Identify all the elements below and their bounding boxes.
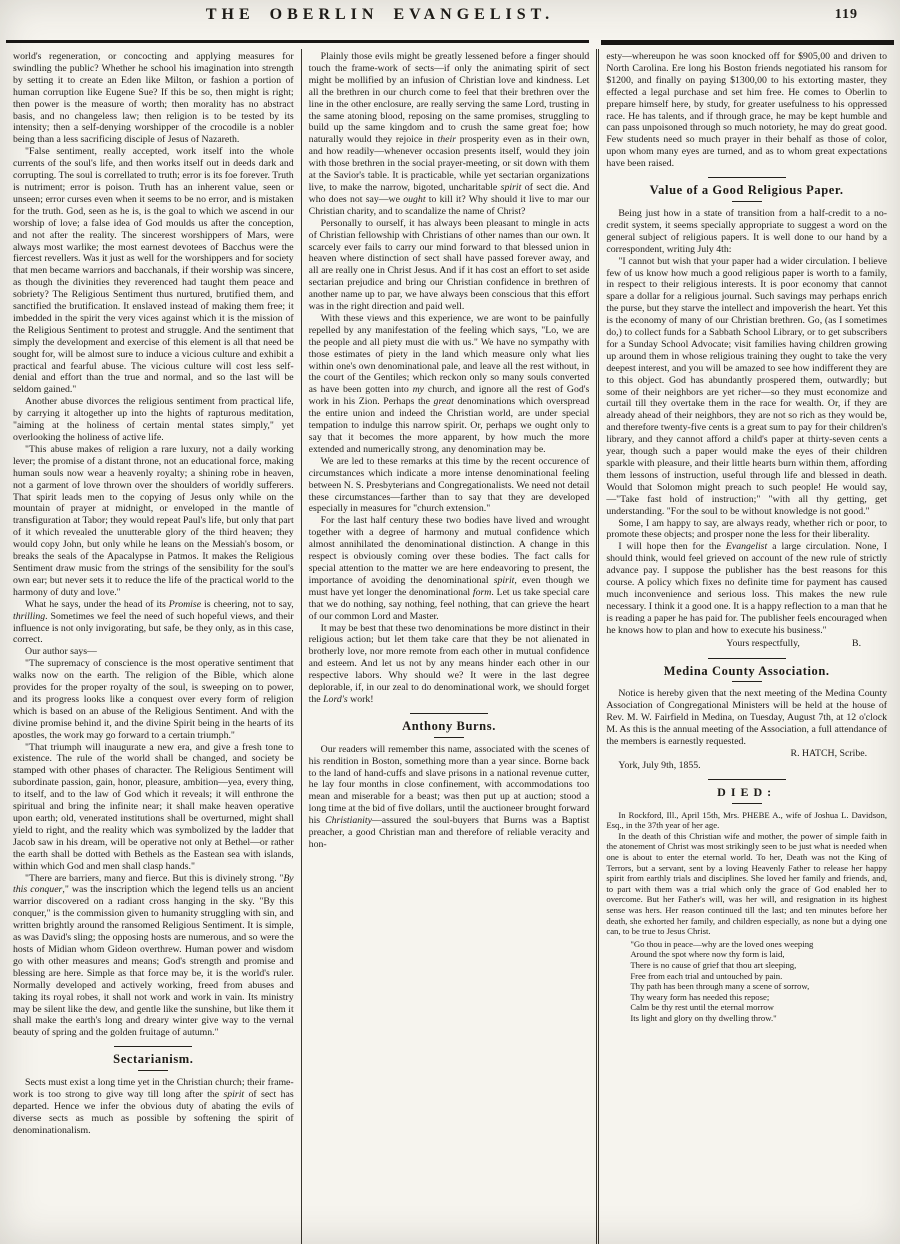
paragraph: "This abuse makes of religion a rare luxury, not a daily working lever; the promise of a distant throne, not an educational force, making human souls now wear a heavenly royalty; a shining robe in heaven, not a garment of love thrown over the shoulders of worldly sufferers. That spirit leads men to the copying of Jesus only while on the mountain of prayer at midnight, or enveloped in the mantle of transfiguration at Tabor; they would repeat Paul's life, but only that part of it which revealed the unutterable glory of the third heaven; they would copy John, but only while he leans on the Messiah's bosom, or breaks the seals of the Apacalypse in Patmos. It makes the Religious Sentiment draw music from the strings of the sensibility for the soul's own ear; but never sets it to reduce the life of the practical world to the harmony of duty and love." — [13, 443, 294, 598]
paragraph: What he says, under the head of its Promise is cheering, not to say, thrilling. Sometimes we feel the need of such hopeful views, and their influence is not only invigorating, but safe, be they only, as in this case, correct. — [13, 598, 294, 646]
signature-closing: Yours respectfully, — [726, 637, 800, 649]
masthead-rule-left — [6, 40, 589, 43]
columns-container — [0, 45, 900, 1244]
article-heading: Sectarianism. — [13, 1054, 294, 1071]
column-1 — [6, 49, 301, 1244]
paragraph: world's regeneration, or concocting and applying measures for swindling the public? Whether he school his imagination into strength by setting it to create an Eden like Milton, or fashion a portion of human corruption like Eugene Sue? If this be so, then might is right; then power is the measure of worth; then morality has no abstract basis, and no changeless law; then religion is to be tested by its intensity; then a self-denying worshipper of the crocodile is a nobler being than a less sacrificing disciple of Jesus of Nazareth. — [13, 51, 294, 146]
paragraph: Our author says— — [25, 646, 97, 658]
paragraph: Being just how in a state of transition from a half-credit to a no-credit system, it seems specially appropriate to suggest a word on the general subject of religious papers. It is well done to our hand by a correspondent, writing July 4th: — [606, 207, 888, 255]
paragraph: Some, I am happy to say, are always ready, whether rich or poor, to promote these objects; and prosper none the less for their liberality. — [606, 517, 888, 541]
column-3 — [596, 49, 894, 1244]
paragraph: It may be best that these two denominations be more distinct in their religious action; but let them take care that they be not alienated in brotherly love, nor more remote from each other in mutual confidence and esteem. And let us not by any means hinder each other in our respective labors. Why should we? It were in the last degree deplorable, if, in our zeal to do denominational work, we should forget the Lord's work! — [308, 622, 590, 705]
paragraph: Plainly those evils might be greatly lessened before a finger should touch the frame-work of sects—if only the animating spirit of sect might be mollified by an infusion of Christian love and kindness. Let all the brethren in our church come to feel that their brethren over the line in the other enclosure, are really serving the same Lord, trusting in the same atoning blood, reposing on the same promises, struggling to build up the same kingdom and to crush the same great foe; how naturally would they rejoice in their prosperity even as in their own, and how readily—whenever occasion presents itself, would they join with those brethren in the social prayer-meeting, or sit down with them at the Savior's table. It is practicable, while yet sectarian organizations live, to make the narrow, bigoted, uncharitable spirit of sect die. And who does not say—we ought to kill it? Why should it live to mar our Christian charity, and to scandalize the name of Christ? — [308, 51, 590, 217]
paragraph: "I cannot but wish that your paper had a wider circulation. I believe few of us know how much a good religious paper is worth to a family, in respect to their religious interests. It is poor economy that cannot spare a dollar for a religious journal. Such savings may perhaps enrich the purse, but they starve the intellect and impoverish the heart. Yet this is the economy of many of our Christian brethren. Go, (as I sometimes do,) to collect funds for a Sabbath School Library, or to get subscribers for a Sunday School Advocate; visit families having children growing up around them in whose religious training they ought to take the very deepest interest, and you will be amazed to see how indifferent they are to this object. God has abundantly prospered them, outwardly; but some of their neighbors are yet richer—so they must economize and curtail till they overtake them in the race for wealth. Or, if they are already ahead of their neighbors, they are not so rich as they would be, and therefore twenty-five cents is a great sum to pay for their children's library, and they cannot afford a child's paper at thirty-seven cents a year, though such a paper would make the eyes of their children sparkle with pleasure, and their little hearts burn within them, affording them lessons of instruction, useful through life and blessed in death. Would that Solomon might preach to such people! He would say,—"Take fast hold of instruction;" "with all thy getting, get understanding. "For the soul to be without knowledge is not good." — [606, 255, 888, 517]
paragraph: With these views and this experience, we are wont to be painfully repelled by any manifestation of the feeling which says, "Lo, we are the people and all piety must die with us." We have no sympathy with those estimates of piety in the land which measure only what lies within one's own denominational pale, and leave all the rest without, in the court of the Gentiles; which reckon only so many souls converted as have been gotten into my church, and ignore all the rest of God's work in his Zion. Perhaps the great denominations which overspread the entire union and indeed the Christian world, are under special tempation to indulge this narrow spirit. Or, perhaps we ought only to say that it becomes the more apparent, by how much the more extended and numerically strong, any denomination may be. — [308, 312, 590, 455]
paragraph: In Rockford, Ill., April 15th, Mrs. PHEBE A., wife of Joshua L. Davidson, Esq., in the 37th year of her age. — [606, 809, 888, 831]
signature-line — [606, 637, 887, 651]
newspaper-title: THE OBERLIN EVANGELIST. — [205, 6, 555, 23]
paragraph: "There are barriers, many and fierce. But this is divinely strong. "By this conquer," was the inscription which the legend tells us an ancient warrior discovered on a radiant cross hanging in the sky. "By this conquer," is the commission given to humanity struggling with sin, and written brightly around the ransomed Religious Sentiment. It is simple, as was David's sling; the opposing hosts are numerous, and so were the hosts of Midian whom Gideon overthrew. Human power and wisdom go with other measures and means; God's strength and promise and blessing are here. Simple as that force may be, it is the world's ruler. Normally developed and actively working, freed from abuses and taking its royal robes, it shall not work and work in vain. Its ministry may be silent like the dew, and gentle like the sunshine, but like them it shall make the earth's long and dreary winter give way to the vernal beauty of spring and the golden fruitage of autumn." — [13, 872, 294, 1039]
section-divider — [410, 713, 488, 714]
paragraph: "The supremacy of conscience is the most operative sentiment that walks now on the earth. The religion of the Bible, which alone provides for the proper royalty of the soul, is sweeping on to power, and its progress looks like a conquest over every form of religion which is based on an abuse of the Religious Sentiment. And with the divine promise behind it, and the divine Spirit being in the hearts of its apostles, the work may go forward to a certain triumph." — [13, 658, 294, 741]
section-divider — [114, 1046, 192, 1047]
paragraph: For the last half century these two bodies have lived and wrought together with a degree of harmony and mutual confidence which almost annihilated the denominational distinction. A change in this respect is obviously coming over these bodies. The fact calls for special attention to the matter we are here endeavoring to present, the importance of avoiding the denominational spirit, even though we must have yet longer the denominational form. Let us take special care that we do nothing, say nothing, feel nothing, that can grieve the heart of our common Lord and Master. — [308, 515, 590, 622]
article-heading: Value of a Good Religious Paper. — [606, 185, 887, 202]
paragraph: Our readers will remember this name, associated with the scenes of his rendition in Boston, something more than a year since. Borne back to the land of hand-cuffs and slave prisons in a national revenue cutter, he lay four months in close confinement, with accommodations too mean and miserable for a beast; was then put up at auction; stood a long time at the bid of five dollars, until the auctioneer brought forward his Christianity—assured the soul-buyers that Burns was a Baptist preacher, a good Christian man and therefore of reliable veracity and hon- — [308, 743, 590, 850]
paragraph: In the death of this Christian wife and mother, the power of simple faith in the atonement of Christ was most strikingly seen to be just what is needed when one is about to enter the eternal world. To her, Death was not the King of Terrors, but a servant, sent by a loving Heavenly Father to release her happy spirit from earthly trials and disciplines. She loved her family and friends, and, to part with them was a trial which only the grace of God enabled her to overcome. But her Father's will, was her will, and resignation in its highest sense was hers. Her reason continued till the last; and ten minutes before her death, she exhorted her family, and children especially, as none but a dying one can, to be true to Jesus Christ. — [606, 830, 888, 937]
paragraph: York, July 9th, 1855. — [618, 759, 701, 771]
article-heading: DIED: — [606, 787, 887, 804]
paragraph: esty—whereupon he was soon knocked off for $905,00 and driven to North Carolina. Ere long his Boston friends negotiated his ransom for $1200, and finally on paying $1300,00 to his extorting master, they effected a legal purchase and set him free. He comes to Oberlin to prepare himself here, by study, for greater usefulness to his oppressed race. He has talents, and if through grace, he may be kept humble and can pass unpoisoned through so much notoriety, he may do great good. Few students need so much prayer in their behalf as those of color, upon whom many eyes are turned, and as to whom great expectations have been raised. — [606, 51, 888, 170]
paragraph: "That triumph will inaugurate a new era, and give a fresh tone to existence. The rule of the world shall be changed, and society be stamped with other phases of character. The Religious Sentiment will subordinate passion, gain, honor, pleasure, ambition—yea, every thing, to itself, and to the law of God which it reveals; it will enthrone the spiritual and bring the infinite near; it shall make heaven operative upon earth; old, venerated institutions shall be overturned, might shall yield to right, and the reality which was symbolized by the ladder that Jacob saw in his dream, will be operative not only at Bethel—or rather the earth shall be dotted with Bethels as the Eastean sea with islands, within which God and men shall clasp hands." — [13, 741, 294, 872]
paragraph: Personally to ourself, it has always been pleasant to mingle in acts of Christian fellowship with Christians of other names than our own. It scarcely ever fails to carry our mind forward to that blessed union in heaven where distinction of sect shall have passed forever away, and all are really one in Christ Jesus. And if it has cost an effort to set aside sectarian prejudice and bring our Christian confidence in brethren of another name up to par, we have always been conscious that this effort was in the right direction and paid well. — [308, 217, 590, 313]
column-2 — [301, 49, 597, 1244]
article-heading: Anthony Burns. — [309, 721, 590, 738]
section-divider — [708, 177, 786, 178]
page-number: 119 — [834, 7, 858, 22]
signature-line: R. HATCH, Scribe. — [790, 747, 868, 759]
section-divider — [708, 658, 786, 659]
masthead-rule-right — [601, 40, 894, 45]
section-divider — [708, 779, 786, 780]
paragraph: Another abuse divorces the religious sentiment from practical life, by carrying it altogether up into the hights of rapturous meditation, "aiming at the holiness of certain mental states simply," yet overlooking the holiness of active life. — [13, 396, 294, 443]
paragraph: "False sentiment, really accepted, work itself into the whole currents of the soul's life, and then works itself out in deeds dark and corrupting. The soul is correllated to truth; error is its foe forever. Truth is nutriment; error is poison. Truth has an inherent value, seen or unseen; error curses even when it seems to be no error, and is mistaken for the truth. God, seen as he is, is the goal to which we ascend in our worship of love; a false idea of God moulds us after the conception, and not after the reality. The sincerest worshippers of Mars, were always most warlike; the most earnest devotees of Bacchus were the fiercest revellers. Was it just as well for the worshippers and for society that men became warriors and bacchanals, if their worship was sincere, as though the divinities they reverenced had taught them peace and sobriety? The Religious Sentiment thus nurtured, brutified them, and sanctified the brutification. It enslaved instead of making them free; it imbedded in the spirit the very vices against which it is the mission of the Religious Sentiment to protest and struggle. And the sentiment that simply the development and exercise of this element is all that need be sought for, will be almost sure to induce a vicious culture and exhibit a practical and fearful abuse. The vicious culture will cost less self-denial and effort than the true and normal, and so the last will be seldom gained." — [13, 146, 294, 396]
masthead — [0, 0, 900, 36]
paragraph: We are led to these remarks at this time by the recent occurence of circumstances which indicate a more intense denominational feeling between N. S. Presbyterians and Congregationalists. We need not detail these circumstances—farther than to say that they are developed especially in measures for "church extension." — [308, 455, 590, 515]
signature-initial: B. — [852, 637, 862, 649]
paragraph: I will hope then for the Evangelist a large circulation. None, I should think, would feel grieved on account of the new rule of strictly advance pay. I suppose the publisher has the best reasons for this course. A policy which fixes no definite time for payment has caused much inconvenience and serious loss. This makes the new rule necessary. I think it a good one. It is a happy reflection to a man that he is reading a paper he has paid for. The publisher feels encouraged when he knows how to plan and how to execute his business." — [606, 541, 888, 636]
paragraph: Sects must exist a long time yet in the Christian church; their frame-work is too strong to give way till long after the spirit of sect has departed. Hence we infer the obvious duty of abating the evils of diverse sects as much as possible by softening the spirit of denominationalism. — [13, 1077, 294, 1136]
paragraph: Notice is hereby given that the next meeting of the Medina County Association of Congregational Ministers will be held at the house of Rev. M. W. Fairfield in Medina, on Tuesday, August 7th, at 12 o'clock M. As this is the annual meeting of the Association, a full attendance of the members is earnestly requested. — [606, 688, 888, 748]
article-heading: Medina County Association. — [606, 666, 887, 683]
obituary-poem: "Go thou in peace—why are the loved ones weeping Around the spot where now thy form is laid, There is no cause of grief that thou art sleeping, Free from each trial and untouched by pain. Thy path has been through many a scene of sorrow, Thy weary form has needed this repose; Calm be thy rest until the eternal morrow Its light and glory on thy dwelling throw." — [630, 938, 814, 1023]
